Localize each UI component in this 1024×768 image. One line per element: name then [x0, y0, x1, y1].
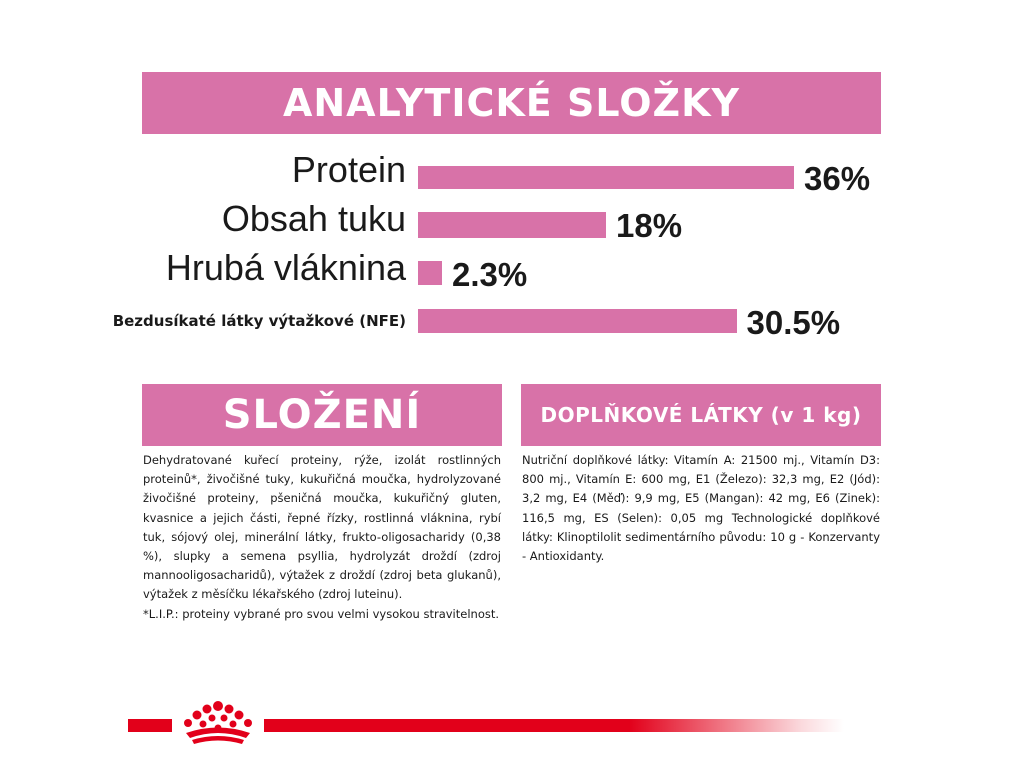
additives-text-block	[522, 451, 880, 566]
row-label-fat: Obsah tuku	[221, 198, 406, 239]
bar-fat	[418, 212, 606, 238]
value-nfe: 30.5%	[746, 304, 841, 341]
value-fat: 18%	[616, 207, 683, 244]
bar-fiber	[418, 261, 442, 285]
additives-title: DOPLŇKOVÉ LÁTKY (v 1 kg)	[540, 403, 862, 427]
row-label-protein: Protein	[291, 149, 406, 190]
bar-nfe	[418, 309, 737, 333]
composition-text-block	[143, 451, 501, 624]
row-label-nfe: Bezdusíkaté látky výtažkové (NFE)	[112, 312, 406, 330]
composition-note: *L.I.P.: proteiny vybrané pro svou velmi vysokou stravitelnost.	[143, 606, 500, 621]
value-protein: 36%	[804, 160, 871, 197]
bar-protein	[418, 166, 794, 189]
additives-title-banner	[521, 384, 881, 446]
row-label-fiber: Hrubá vláknina	[165, 247, 406, 288]
analytic-title: ANALYTICKÉ SLOŽKY	[282, 81, 741, 125]
additives-text: Nutriční doplňkové látky: Vitamín A: 21500 mj., Vitamín D3: 800 mj., Vitamín E: 600 mg, E1 (Železo): 32,3 mg, E2 (Jód): 3,2 mg, E4 (Měď): 9,9 mg, E5 (Mangan): 42 mg, E6 (Zinek): 116,5 mg, ES (Selen): 0,05 mg Technologické doplňkové látky: Klinoptilolit sedimentárního původu: 10 g - Konzervanty - Antioxidanty.	[522, 453, 880, 564]
analytic-title-banner	[142, 72, 881, 134]
composition-title: SLOŽENÍ	[222, 392, 422, 438]
value-fiber: 2.3%	[452, 256, 528, 293]
royal-crown-icon	[172, 700, 264, 748]
composition-text: Dehydratované kuřecí proteiny, rýže, izolát rostlinných proteinů*, živočišné tuky, kukuřičná moučka, hydrolyzované živočišné proteiny, pšeničná moučka, kukuřičný gluten, kvasnice a jejich části, řepné řízky, rostlinná vláknina, rybí tuk, sójový olej, minerální látky, frukto-oligosacharidy (0,38 %), slupky a semena psyllia, hydrolyzát droždí (zdroj mannooligosacharidů), výtažek z droždí (zdroj beta glukanů), výtažek z měsíčku lékařského (zdroj luteinu).	[143, 453, 501, 602]
composition-title-banner	[142, 384, 502, 446]
